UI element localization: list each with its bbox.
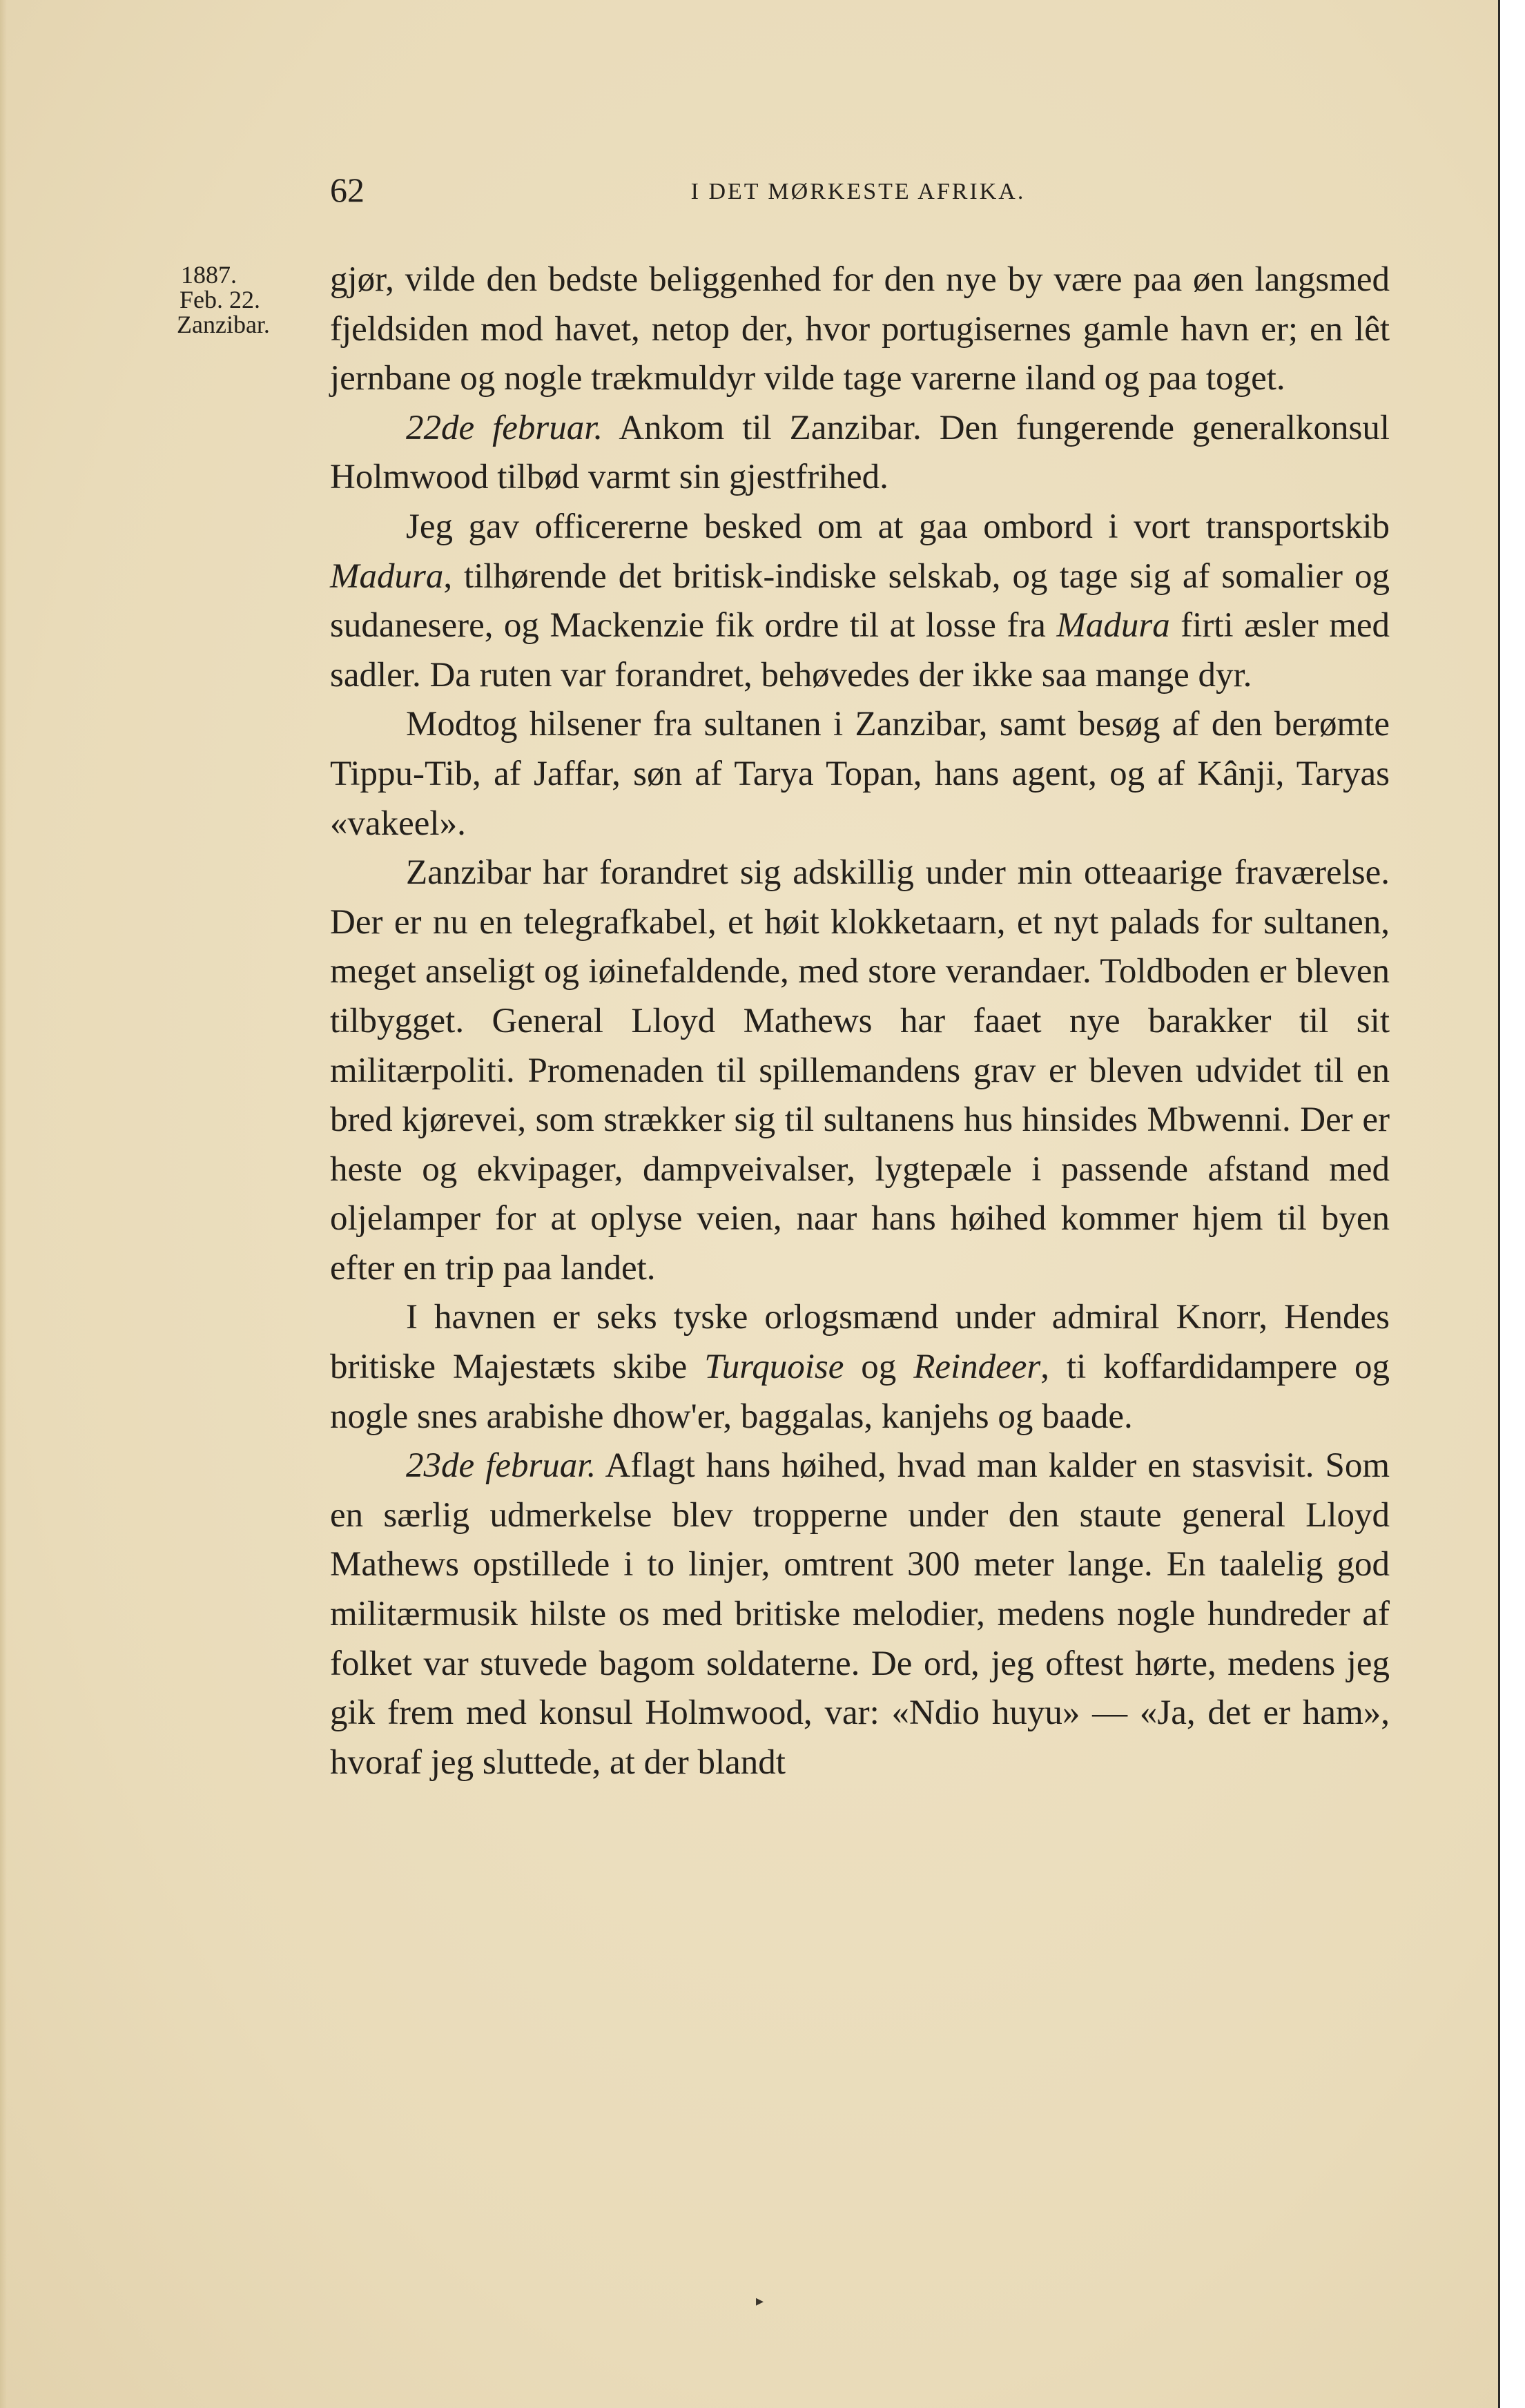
text-run: Jeg gav officererne besked om at gaa ombord i vort transportskib: [406, 507, 1390, 546]
scan-edge: [1498, 0, 1525, 2408]
text-run: , ti koffardidampere og nogle snes arabishe dhow'er, baggalas, kanjehs og baade.: [330, 1348, 1390, 1436]
margin-note-date: Feb. 22.: [179, 286, 260, 313]
text-run: og: [844, 1348, 914, 1387]
date-heading: 23de februar.: [406, 1446, 596, 1486]
body-text: [330, 255, 1390, 1787]
page-header: [330, 169, 1386, 217]
text-run: I havnen er seks tyske orlogsmænd under admiral Knorr, Hendes britiske Majestæts skibe: [330, 1298, 1390, 1387]
date-heading: 22de februar.: [406, 408, 603, 447]
ship-name: Reindeer: [913, 1348, 1041, 1387]
text-run: Ankom til Zanzibar. Den fungerende generalkonsul Holmwood tilbød varmt sin gjestfrihed.: [330, 408, 1390, 497]
running-title: I DET MØRKESTE AFRIKA.: [690, 179, 1026, 204]
ship-name: Turquoise: [704, 1348, 844, 1387]
paragraph: [330, 404, 1390, 503]
paragraph: [330, 503, 1390, 700]
paragraph: [330, 848, 1390, 1293]
paragraph: [330, 255, 1390, 404]
margin-note-year: 1887.: [181, 261, 237, 289]
margin-note: [178, 262, 323, 337]
page-gutter-shadow: [0, 0, 7, 2408]
text-run: , tilhørende det britisk-indiske selskab, og tage sig af somalier og sudanesere, og Mackenzie fik ordre til at losse fra: [330, 556, 1390, 645]
paragraph: [330, 1293, 1390, 1441]
ship-name: Madura: [330, 556, 444, 596]
page-number: 62: [330, 171, 365, 209]
text-run: Zanzibar har forandret sig adskillig under min otteaarige fraværelse. Der er nu en telegrafkabel, et høit klokketaarn, et nyt palads for sultanen, meget anseligt og iøinefaldende, med store verandaer. Toldboden er bleven tilbygget. General Lloyd Mathews har faaet nye barakker til sit militærpoliti. Promenaden til spillemandens grav er bleven udvidet til en bred kjørevei, som strækker sig til sultanens hus hinsides Mbwenni. Der er heste og ekvipager, dampveivalser, lygtepæle i passende afstand med oljelamper for at oplyse veien, naar hans høihed kommer hjem til byen efter en trip paa landet.: [330, 853, 1390, 1288]
margin-note-place: Zanzibar.: [177, 311, 270, 338]
text-run: gjør, vilde den bedste beliggenhed for den nye by være paa øen langsmed fjeldsiden mod havet, netop der, hvor portugisernes gamle havn er; en lêt jernbane og nogle trækmuldyr vilde tage varerne iland og paa toget.: [330, 260, 1390, 398]
text-run: Aflagt hans høihed, hvad man kalder en stasvisit. Som en særlig udmerkelse blev tropperne under den staute general Lloyd Mathews opstillede i to linjer, omtrent 300 meter lange. En taalelig god militærmusik hilste os med britiske melodier, medens nogle hundreder af folket var stuvede bagom soldaterne. De ord, jeg oftest hørte, medens jeg gik frem med konsul Holmwood, var: «Ndio huyu» — «Ja, det er ham», hvoraf jeg sluttede, at der blandt: [330, 1446, 1390, 1782]
text-run: firti æsler med sadler. Da ruten var forandret, behøvedes der ikke saa mange dyr.: [330, 606, 1390, 695]
print-mark: ▸: [756, 2292, 764, 2309]
paragraph: [330, 700, 1390, 848]
paragraph: [330, 1441, 1390, 1787]
ship-name: Madura: [1056, 606, 1170, 645]
text-run: Modtog hilsener fra sultanen i Zanzibar, samt besøg af den berømte Tippu-Tib, af Jaffar, søn af Tarya Topan, hans agent, og af Kânji, Taryas «vakeel».: [330, 705, 1390, 843]
